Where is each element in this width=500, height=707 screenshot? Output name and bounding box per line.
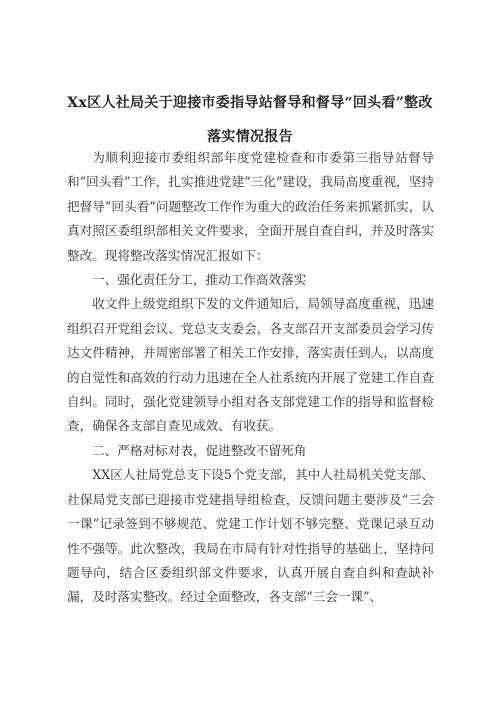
document-body	[67, 146, 434, 610]
document-title-line-1: Xx区人社局关于迎接市委指导站督导和督导“回头看”整改	[67, 95, 433, 111]
document-title-line-2: 落实情况报告	[207, 129, 293, 145]
section-2-heading: 二、严格对标对表，促进整改不留死角	[92, 442, 307, 458]
section-1-heading: 一、强化责任分工，推动工作高效落实	[92, 272, 307, 288]
section-2-paragraph: XX区人社局党总支下设5个党支部，其中人社局机关党支部、社保局党支部已迎接市党建指导组检查，反馈问题主要涉及“三会一课”记录签到不够规范、党建工作计划不够完整、党课记录互动性不强等。此次整改，我局在市局有针对性指导的基础上，坚持问题导向，结合区委组织部文件要求，认真开展自查自纠和查缺补漏，及时落实整改。经过全面整改，各支部“三会一课”、	[67, 467, 434, 605]
intro-paragraph: 为顺利迎接市委组织部年度党建检查和市委第三指导站督导和“回头看”工作，扎实推进党建“三化”建设，我局高度重视，坚持把督导“回头看”问题整改工作作为重大的政治任务来抓紧抓实，认真对照区委组织部相关文件要求，全面开展自查自纠，并及时落实整改。现将整改落实情况汇报如下：	[67, 150, 434, 263]
section-1-paragraph: 收文件上级党组织下发的文件通知后，局领导高度重视，迅速组织召开党组会议、党总支支委会，各支部召开支部委员会学习传达文件精神，并周密部署了相关工作安排，落实责任到人，以高度的自觉性和高效的行动力迅速在全人社系统内开展了党建工作自查自纠。同时，强化党建领导小组对各支部党建工作的指导和监督检查，确保各支部自查见成效、有收获。	[67, 296, 434, 434]
